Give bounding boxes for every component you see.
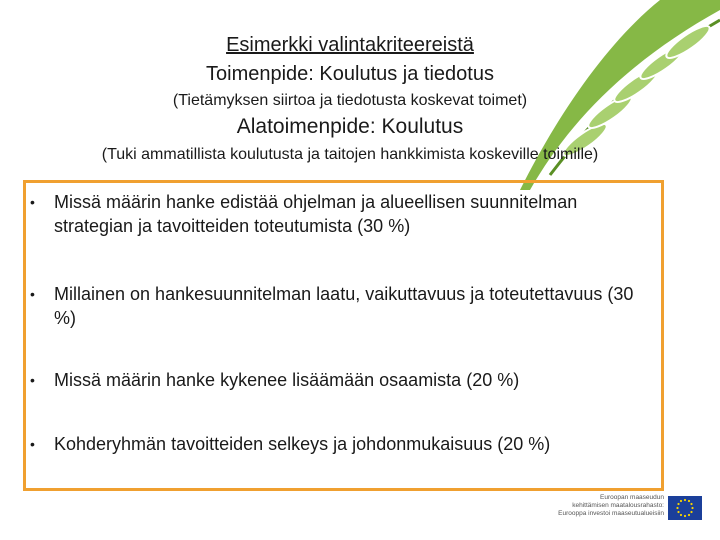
measure-description: (Tietämyksen siirtoa ja tiedotusta koskevat toimet): [172, 92, 528, 109]
eu-fund-logo: [538, 494, 720, 540]
bullet-icon: •: [30, 436, 35, 452]
submeasure-description: (Tuki ammatillista koulutusta ja taitojen hankkimista koskeville toimille): [101, 146, 599, 163]
criterion-text: Missä määrin hanke kykenee lisäämään osaamista (20 %): [54, 370, 520, 390]
criterion-text: Missä määrin hanke edistää ohjelman ja alueellisen suunnitelman strategian ja tavoitteiden toteutumista (30 %): [54, 192, 578, 236]
criterion-text: Millainen on hankesuunnitelman laatu, vaikuttavuus ja toteutettavuus (30 %): [54, 284, 634, 328]
criterion-text: Kohderyhmän tavoitteiden selkeys ja johdonmukaisuus (20 %): [54, 434, 551, 454]
bullet-icon: •: [30, 194, 35, 210]
slide-title: Esimerkki valintakriteereistä: [226, 34, 474, 56]
measure-heading: Toimenpide: Koulutus ja tiedotus: [206, 63, 494, 85]
bullet-icon: •: [30, 286, 35, 302]
eu-flag-icon: [668, 496, 702, 520]
submeasure-heading: Alatoimenpide: Koulutus: [236, 115, 464, 138]
bullet-icon: •: [30, 372, 35, 388]
logo-text: Euroopan maaseudun kehittämisen maatalousrahasto: Eurooppa investoi maaseutualueisiin: [558, 494, 664, 517]
